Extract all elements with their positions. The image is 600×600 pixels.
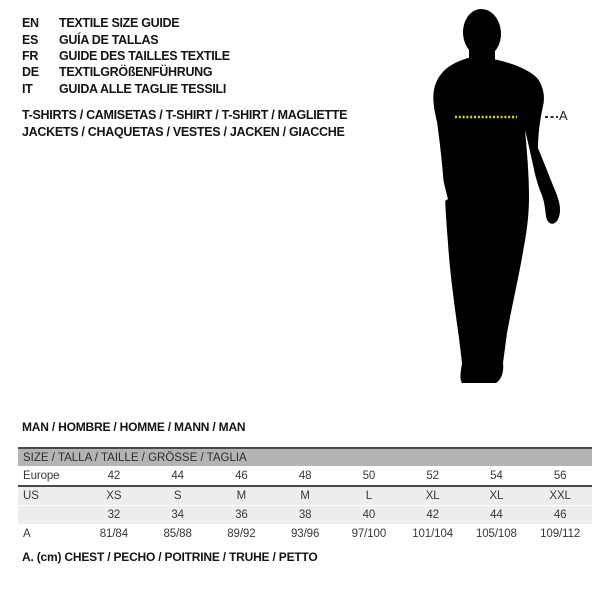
man-figure xyxy=(365,2,570,386)
language-row xyxy=(22,48,230,64)
row-label: A xyxy=(23,528,31,540)
category-line: T-SHIRTS / CAMISETAS / T-SHIRT / T-SHIRT / MAGLIETTE xyxy=(22,108,348,122)
language-row xyxy=(22,15,230,31)
size-table xyxy=(18,447,592,543)
measure-label-a: A xyxy=(559,108,568,123)
size-table-header-label: SIZE / TALLA / TAILLE / GRÖSSE / TAGLIA xyxy=(23,451,247,464)
table-cell: 32 xyxy=(107,509,121,521)
table-cell: 44 xyxy=(490,509,503,521)
table-cell: 81/84 xyxy=(99,528,129,540)
table-cell: M xyxy=(236,490,247,502)
language-code: FR xyxy=(22,48,39,63)
table-row xyxy=(18,525,592,543)
table-cell: XL xyxy=(425,490,440,502)
language-label: TEXTILGRÖßENFÜHRUNG xyxy=(59,65,213,80)
table-cell: 42 xyxy=(426,509,439,521)
table-row xyxy=(18,466,592,487)
table-cell: 36 xyxy=(235,509,248,521)
table-cell: 101/104 xyxy=(412,528,454,540)
language-label: TEXTILE SIZE GUIDE xyxy=(59,16,180,31)
table-cell: 42 xyxy=(107,469,121,482)
table-cell: 105/108 xyxy=(475,528,517,540)
language-code: DE xyxy=(22,65,39,80)
table-cell: 89/92 xyxy=(227,528,256,540)
table-cell: 40 xyxy=(362,509,376,521)
language-row xyxy=(22,81,230,97)
language-list xyxy=(22,15,230,97)
table-cell: 34 xyxy=(171,509,184,521)
table-cell: 50 xyxy=(362,469,376,482)
table-cell: 109/112 xyxy=(540,528,581,540)
measurement-footnote: A. (cm) CHEST / PECHO / POITRINE / TRUHE / PETTO xyxy=(22,550,318,564)
category-line: JACKETS / CHAQUETAS / VESTES / JACKEN / GIACCHE xyxy=(22,125,345,139)
table-cell: 46 xyxy=(553,509,567,521)
language-label: GUIDE DES TAILLES TEXTILE xyxy=(59,48,230,63)
row-label: US xyxy=(23,490,39,502)
table-cell: 46 xyxy=(235,469,248,482)
table-row xyxy=(18,487,592,506)
language-row xyxy=(22,64,230,80)
language-code: EN xyxy=(22,16,39,31)
table-cell: 54 xyxy=(490,469,503,482)
table-cell: XS xyxy=(106,490,122,502)
section-title: MAN / HOMBRE / HOMME / MANN / MAN xyxy=(22,420,246,434)
table-cell: 93/96 xyxy=(290,528,320,540)
table-cell: 48 xyxy=(298,469,312,482)
silhouette-body xyxy=(433,58,560,383)
size-table-body xyxy=(18,466,592,543)
table-cell: M xyxy=(300,490,310,502)
table-row xyxy=(18,506,592,524)
language-label: GUIDA ALLE TAGLIE TESSILI xyxy=(59,81,227,96)
row-label: Europe xyxy=(23,469,60,482)
category-list xyxy=(22,107,347,141)
man-silhouette-icon xyxy=(365,2,570,386)
table-cell: L xyxy=(365,490,373,502)
table-cell: XXL xyxy=(549,490,571,502)
table-cell: 52 xyxy=(426,469,439,482)
table-cell: 44 xyxy=(171,469,184,482)
language-code: ES xyxy=(22,32,39,47)
table-cell: S xyxy=(173,490,182,502)
language-code: IT xyxy=(22,81,33,96)
size-table-header xyxy=(18,449,592,466)
table-cell: 56 xyxy=(553,469,567,482)
language-row xyxy=(22,31,230,47)
table-cell: 38 xyxy=(298,509,312,521)
language-label: GUÍA DE TALLAS xyxy=(59,32,159,47)
table-cell: 97/100 xyxy=(351,528,387,540)
table-cell: XL xyxy=(489,490,504,502)
table-cell: 85/88 xyxy=(163,528,192,540)
